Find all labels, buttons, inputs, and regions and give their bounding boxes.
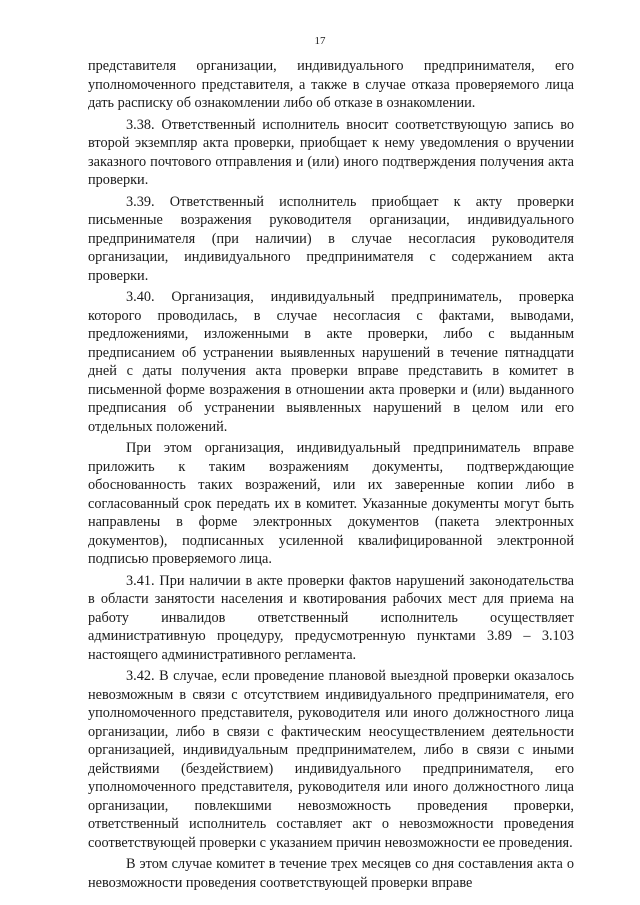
paragraph-3-40: 3.40. Организация, индивидуальный предприниматель, проверка которого проводилась, в случае несогласия с фактами, выводами, предложениями, изложенными в акте проверки, либо с выданным предписанием об устранении выявленных нарушений в течение пятнадцати дней с даты получения акта проверки вправе представить в комитет в письменной форме возражения в отношении акта проверки и (или) выданного предписания об устранении выявленных нарушений в целом или его отдельных положений. [88,289,574,435]
paragraph-3-39: 3.39. Ответственный исполнитель приобщает к акту проверки письменные возражения руководителя организации, индивидуального предпринимателя (при наличии) в случае несогласия руководителя организации, индивидуального предпринимателя с содержанием акта проверки. [88,193,574,284]
paragraph-3-38: 3.38. Ответственный исполнитель вносит соответствующую запись во второй экземпляр акта проверки, приобщает к нему уведомления о вручении заказного почтового отправления и (или) иного подтверждения получения акта проверки. [88,116,574,188]
page-number: 17 [314,35,326,47]
paragraph-3-41: 3.41. При наличии в акте проверки фактов нарушений законодательства в области занятости населения и квотирования рабочих мест для приема на работу инвалидов ответственный исполнитель осуществляет административную процедуру, предусмотренную пунктами 3.89 – 3.103 настоящего административного регламента. [88,572,574,663]
paragraph-3-42-continued: В этом случае комитет в течение трех месяцев со дня составления акта о невозможности проведения соответствующей проверки вправе [88,856,574,891]
document-body [88,57,574,895]
paragraph-3-42: 3.42. В случае, если проведение плановой выездной проверки оказалось невозможным в связи с отсутствием индивидуального предпринимателя, его уполномоченного представителя, руководителя или иного должностного лица организации, либо в связи с фактическим неосуществлением деятельности организацией, индивидуальным предпринимателем, либо в связи с иными действиями (бездействием) индивидуального предпринимателя, его уполномоченного представителя, руководителя или иного должностного лица организации, повлекшими невозможность проведения проверки, ответственный исполнитель составляет акт о невозможности проведения соответствующей проверки с указанием причин невозможности ее проведения. [88,668,574,851]
paragraph-3-40-continued: При этом организация, индивидуальный предприниматель вправе приложить к таким возражениям документы, подтверждающие обоснованность таких возражений, или их заверенные копии либо в согласованный срок передать их в комитет. Указанные документы могут быть направлены в форме электронных документов (пакета электронных документов), подписанных усиленной квалифицированной электронной подписью проверяемого лица. [88,440,574,567]
paragraph-continuation: представителя организации, индивидуального предпринимателя, его уполномоченного представителя, а также в случае отказа проверяемого лица дать расписку об ознакомлении либо об отказе в ознакомлении. [88,58,574,111]
